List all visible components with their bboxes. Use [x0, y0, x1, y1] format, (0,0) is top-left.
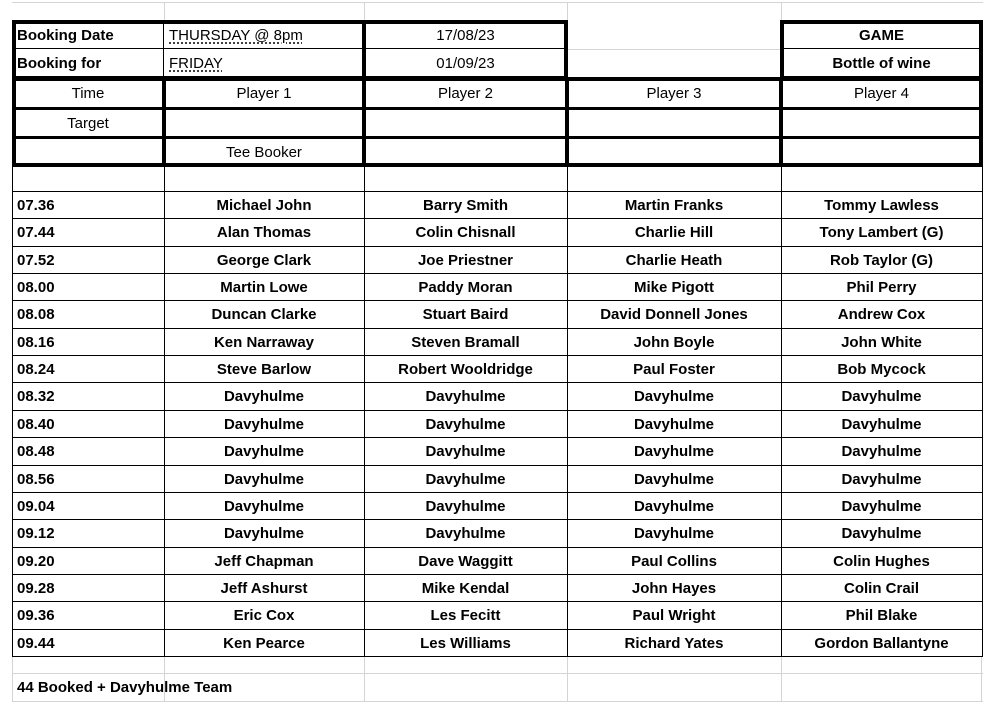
game-label: GAME: [859, 27, 904, 44]
player3-label: Player 3: [646, 85, 702, 102]
gridline: [567, 656, 568, 701]
gridline: [567, 2, 568, 22]
booking-for-day-text: FRIDAY: [169, 55, 223, 72]
gridline: [164, 2, 165, 22]
player-cell: Davyhulme: [633, 443, 715, 460]
gridline: [781, 656, 782, 701]
booking-for-label: Booking for: [17, 55, 102, 72]
booking-date-day-text: THURSDAY @ 8pm: [169, 27, 303, 44]
player-cell: Davyhulme: [425, 525, 506, 542]
gridline: [12, 2, 983, 3]
player-cell: Tommy Lawless: [824, 197, 939, 214]
player-cell: Paul Wright: [632, 607, 716, 624]
player-cell: Jeff Ashurst: [220, 580, 308, 597]
booking-date-value: 17/08/23: [436, 27, 495, 44]
player-cell: Davyhulme: [223, 498, 305, 515]
player-cell: Davyhulme: [425, 498, 506, 515]
tee-time-cell: 07.36: [17, 197, 55, 214]
player-cell: Davyhulme: [633, 471, 715, 488]
player-cell: Mike Pigott: [633, 279, 714, 296]
player-cell: Davyhulme: [841, 498, 922, 515]
player-cell: Davyhulme: [223, 416, 305, 433]
player-cell: Rob Taylor (G): [829, 252, 934, 269]
player-cell: Phil Perry: [846, 279, 917, 296]
booking-date-label: Booking Date: [17, 27, 114, 44]
player-cell: Richard Yates: [624, 635, 724, 652]
player-cell: Davyhulme: [841, 416, 922, 433]
player-cell: Davyhulme: [633, 498, 715, 515]
tee-time-cell: 07.44: [17, 224, 55, 241]
player-cell: Bob Mycock: [837, 361, 926, 378]
player-cell: Barry Smith: [422, 197, 509, 214]
player-cell: Davyhulme: [223, 471, 305, 488]
game-value: Bottle of wine: [832, 55, 931, 72]
player-cell: George Clark: [216, 252, 312, 269]
tee-time-cell: 08.08: [17, 306, 55, 323]
player4-label: Player 4: [853, 85, 910, 102]
tee-time-cell: 09.20: [17, 553, 55, 570]
gridline: [981, 656, 982, 701]
player-cell: Davyhulme: [223, 525, 305, 542]
player-cell: Colin Crail: [843, 580, 919, 597]
player-cell: Martin Lowe: [220, 279, 308, 296]
booking-date-day: [164, 22, 364, 49]
player-cell: Steven Bramall: [411, 334, 520, 351]
player-cell: Ken Narraway: [213, 334, 315, 351]
player-cell: David Donnell Jones: [600, 306, 748, 323]
player-cell: Joe Priestner: [417, 252, 514, 269]
player-cell: Davyhulme: [633, 388, 715, 405]
player-cell: Andrew Cox: [837, 306, 926, 323]
border-line: [982, 167, 983, 657]
tee-time-cell: 09.44: [17, 635, 55, 652]
border-line: [12, 167, 13, 191]
gridline: [364, 2, 365, 22]
player-cell: Davyhulme: [425, 471, 506, 488]
player-cell: Les Williams: [420, 635, 511, 652]
player-cell: Jeff Chapman: [214, 553, 314, 570]
tee-time-cell: 08.32: [17, 388, 55, 405]
target-label: Target: [67, 115, 109, 132]
tee-time-cell: 09.04: [17, 498, 55, 515]
gridline: [364, 656, 365, 701]
player-cell: Davyhulme: [223, 443, 305, 460]
player-cell: Davyhulme: [633, 416, 715, 433]
player-cell: Martin Franks: [624, 197, 724, 214]
player-cell: Charlie Heath: [625, 252, 723, 269]
player-cell: Davyhulme: [425, 416, 506, 433]
player1-label: Player 1: [236, 85, 292, 102]
player-cell: Stuart Baird: [422, 306, 509, 323]
tee-time-cell: 08.24: [17, 361, 55, 378]
player-cell: Davyhulme: [223, 388, 305, 405]
gridline: [781, 2, 782, 22]
gridline: [567, 49, 781, 50]
tee-time-cell: 07.52: [17, 252, 55, 269]
player-cell: Phil Blake: [845, 607, 918, 624]
player-cell: Davyhulme: [841, 443, 922, 460]
gridline: [12, 701, 983, 702]
tee-time-cell: 08.56: [17, 471, 55, 488]
booking-for-day: [164, 49, 364, 78]
tee-booker-label: Tee Booker: [226, 144, 302, 161]
player-cell: Ken Pearce: [223, 635, 305, 652]
player-cell: Davyhulme: [425, 388, 506, 405]
tee-time-cell: 08.40: [17, 416, 55, 433]
player-cell: Davyhulme: [633, 525, 715, 542]
player-cell: Paddy Moran: [418, 279, 513, 296]
player-cell: Gordon Ballantyne: [814, 635, 949, 652]
player-cell: Davyhulme: [425, 443, 506, 460]
player-cell: Colin Chisnall: [415, 224, 516, 241]
player-cell: Duncan Clarke: [211, 306, 317, 323]
player-cell: Davyhulme: [841, 388, 922, 405]
player-cell: Dave Waggitt: [418, 553, 513, 570]
tee-time-cell: 09.12: [17, 525, 55, 542]
player-cell: John Boyle: [633, 334, 715, 351]
player-cell: Colin Hughes: [833, 553, 930, 570]
player-cell: John White: [841, 334, 922, 351]
tee-time-cell: 09.36: [17, 607, 55, 624]
player-cell: Steve Barlow: [216, 361, 312, 378]
tee-time-cell: 09.28: [17, 580, 55, 597]
player-cell: Alan Thomas: [216, 224, 312, 241]
player-cell: Davyhulme: [841, 525, 922, 542]
player-cell: Les Fecitt: [430, 607, 501, 624]
player-cell: Tony Lambert (G): [819, 224, 944, 241]
player-cell: Charlie Hill: [634, 224, 714, 241]
tee-time-cell: 08.16: [17, 334, 55, 351]
booking-summary: 44 Booked + Davyhulme Team: [17, 679, 233, 696]
booking-for-value: 01/09/23: [436, 55, 495, 72]
time-label: Time: [71, 85, 105, 102]
player-cell: Paul Foster: [633, 361, 715, 378]
player-cell: Eric Cox: [233, 607, 295, 624]
player-cell: Paul Collins: [631, 553, 717, 570]
tee-time-cell: 08.48: [17, 443, 55, 460]
player-cell: Mike Kendal: [421, 580, 510, 597]
player-cell: Michael John: [216, 197, 312, 214]
player-cell: John Hayes: [631, 580, 717, 597]
player-cell: Robert Wooldridge: [398, 361, 533, 378]
player2-label: Player 2: [437, 85, 494, 102]
player-cell: Davyhulme: [841, 471, 922, 488]
tee-time-cell: 08.00: [17, 279, 55, 296]
